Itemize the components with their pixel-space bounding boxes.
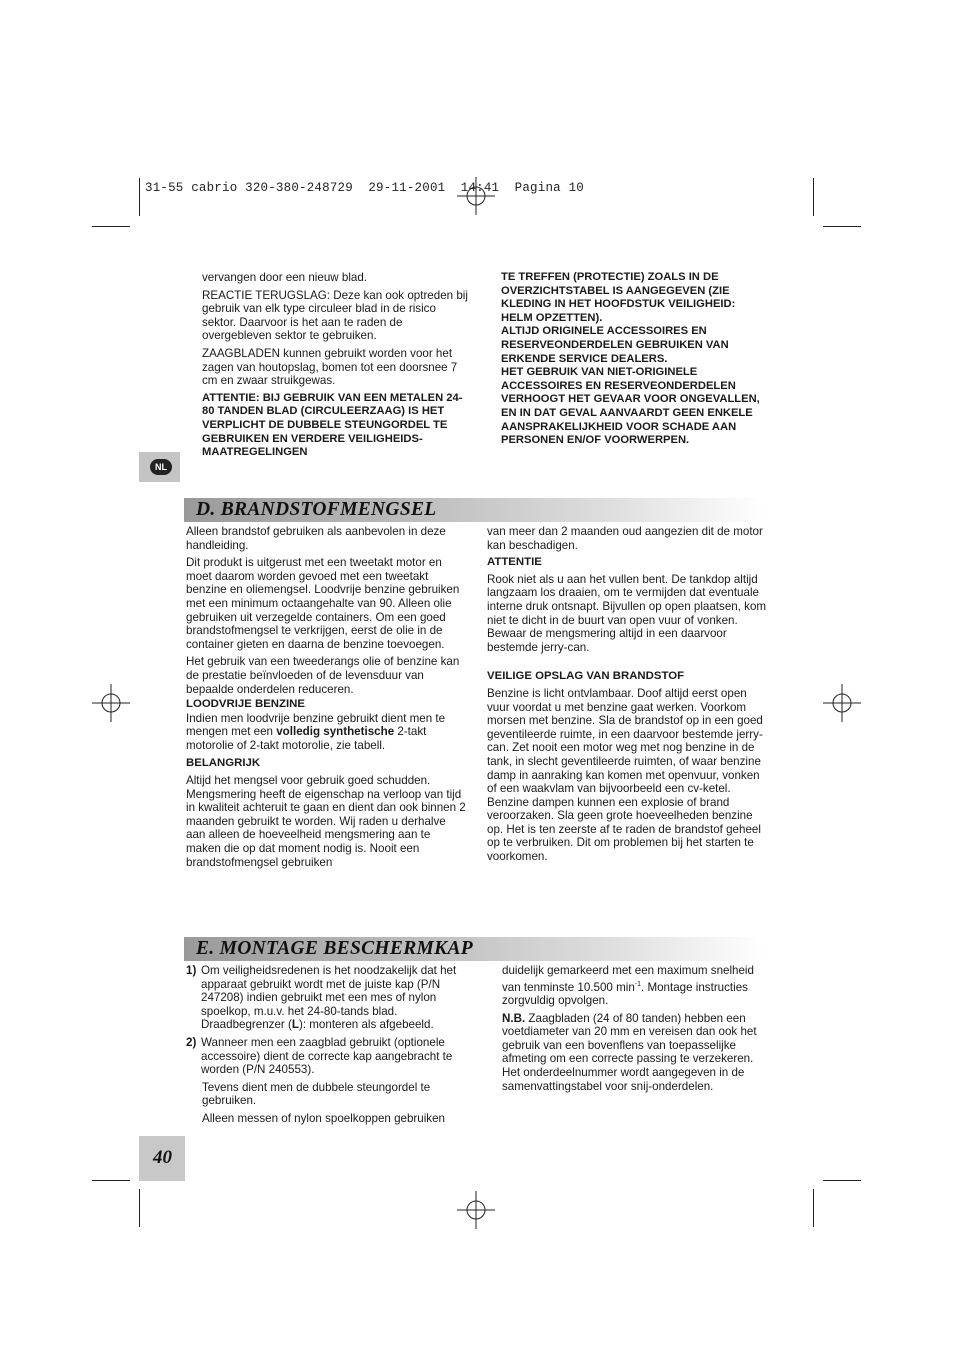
paragraph: van meer dan 2 maanden oud aangezien dit de motor kan beschadigen. — [487, 525, 763, 552]
crop-mark — [813, 1189, 814, 1227]
paragraph: Indien men loodvrije benzine gebruikt dient men te mengen met een volledig synthetische 2-takt motorolie of 2-takt motorolie, zie tabell. — [186, 711, 446, 752]
paragraph: REACTIE TERUGSLAG: Deze kan ook optreden bij gebruik van elk type circuleer blad in de risico sektor. Daarvoor is het aan te raden de overgebleven sektor te gebruiken. — [202, 288, 468, 343]
section-e-left-column — [186, 964, 466, 1130]
paragraph: Alleen messen of nylon spoelkoppen gebruiken — [202, 1111, 445, 1125]
subheading: ATTENTIE — [487, 556, 542, 569]
paragraph: ZAAGBLADEN kunnen gebruikt worden voor het zagen van houtopslag, bomen tot een doorsnee 7 cm en zwaar struikgewas. — [202, 346, 458, 388]
top-right-column — [501, 271, 763, 448]
registration-mark-icon — [92, 684, 130, 722]
crop-mark — [92, 1180, 130, 1181]
paragraph: duidelijk gemarkeerd met een maximum snelheid van tenminste 10.500 $\min^{-1}$. Montage instructies zorgvuldig opvolgen. — [502, 964, 754, 1008]
crop-mark — [92, 226, 130, 227]
crop-mark — [813, 178, 814, 216]
paragraph: Tevens dient men de dubbele steungordel te gebruiken. — [202, 1080, 431, 1108]
warning-text: ATTENTIE: BIJ GEBRUIK VAN EEN METALEN 24-80 TANDEN BLAD (CIRCULEERZAAG) IS HET VERPLICHT DE DUBBELE STEUNGORDEL TE GEBRUIKEN EN VERDERE VEILIGHEIDS-MAATREGELINGEN — [202, 391, 463, 459]
paragraph: Rook niet als u aan het vullen bent. De tankdop altijd langzaam los draaien, om te vermijden dat eventuale interne druk ontsnapt. Bijvullen op open plaatsen, kom niet te dicht in de buurt van open vuur of vonken. Bewaar de mengsmering altijd in een daarvoor bestemde jerry-can. — [487, 572, 767, 654]
subheading: BELANGRIJK — [186, 756, 261, 769]
registration-mark-icon — [457, 1191, 495, 1229]
warning-text: ALTIJD ORIGINELE ACCESSOIRES EN RESERVEONDERDELEN GEBRUIKEN VAN ERKENDE SERVICE DEALERS. — [501, 325, 729, 365]
paragraph: Altijd het mengsel voor gebruik goed schudden. Mengsmering heeft de eigenschap na verloop van tijd in kwaliteit achteruit te gaan en dient dan ook binnen 2 maanden gebruikt te worden. Wij raden u derhalve aan alleen de hoeveelheid mengsmering aan te maken die op dat moment nodig is. Nooit een brandstofmengsel gebruiken — [186, 774, 466, 869]
section-d-left-column — [186, 525, 468, 873]
registration-mark-icon — [823, 684, 861, 722]
paragraph: N.B. Zaagbladen (24 of 80 tanden) hebben een voetdiameter van 20 mm en vereisen dan ook het gebruik van een bovenflens van toepasselijke afmeting om een correcte passing te verzekeren. Het onderdeelnummer wordt aangegeven in de samenvattingstabel voor snij-onderdelen. — [502, 1011, 757, 1093]
page-number: 40 — [153, 1147, 172, 1168]
section-title: E. MONTAGE BESCHERMKAP — [196, 938, 473, 959]
page-number-box — [139, 1136, 185, 1181]
paragraph: vervangen door een nieuw blad. — [202, 271, 368, 284]
paragraph: Het gebruik van een tweederangs olie of benzine kan de prestatie beïnvloeden of de levensduur van bepaalde onderdelen reduceren. — [186, 655, 460, 696]
paragraph: Alleen brandstof gebruiken als aanbevolen in deze handleiding. — [186, 525, 446, 552]
top-left-column — [202, 271, 468, 464]
section-e-right-column — [502, 964, 766, 1097]
section-heading-bar — [184, 937, 764, 961]
crop-mark — [823, 226, 861, 227]
subheading: LOODVRIJE BENZINE — [186, 698, 305, 711]
language-tab — [139, 452, 180, 482]
warning-text: HET GEBRUIK VAN NIET-ORIGINELE ACCESSOIRES EN RESERVEONDERDELEN VERHOOGT HET GEVAAR VOOR ONGEVALLEN, EN IN DAT GEVAL AANVAARDT GEEN ENKELE AANSPRAKELIJKHEID VOOR SCHADE AAN PERSONEN EN/OF VOORWERPEN. — [501, 366, 760, 447]
subheading: VEILIGE OPSLAG VAN BRANDSTOF — [487, 670, 685, 683]
section-heading-bar — [184, 498, 764, 522]
crop-mark — [823, 1180, 861, 1181]
print-header: 31-55 cabrio 320-380-248729 29-11-2001 14:41 Pagina 10 — [145, 181, 584, 195]
section-title: D. BRANDSTOFMENGSEL — [196, 499, 437, 520]
paragraph: Benzine is licht ontvlambaar. Doof altijd eerst open vuur voordat u met benzine gaat werken. Voorkom morsen met benzine. Sla de brandstof op in een goed geventileerde ruimte, in een daarvoor bestemde jerry-can. Zet nooit een motor weg met nog benzine in de tank, in slecht geventileerde ruimten, of waar benzine damp in aanraking kan komen met openvuur, vonken of een waakvlam van bijvoorbeeld een cv-ketel. Benzine dampen kunnen een explosie of brand veroorzaken. Sla geen grote hoeveelheden benzine op. Het is ten zeerste af te raden de brandstof geheel op te verbruiken. Dit om problemen bij het starten te voorkomen. — [487, 686, 763, 864]
numbered-item: 1) Om veiligheidsredenen is het noodzakelijk dat het apparaat gebruikt wordt met de juiste kap (P/N 247208) indien gebruikt met een mes of nylon spoelkop, m.u.v. het 24-80-tands blad. Draadbegrenzer (L): monteren als afgebeeld. — [186, 964, 457, 1032]
crop-mark — [139, 178, 140, 216]
numbered-item: 2) Wanneer men een zaagblad gebruikt (optionele accessoire) dient de correcte kap aangebracht te worden (P/N 240553). — [186, 1035, 453, 1077]
language-badge: NL — [150, 459, 172, 475]
section-d-right-column — [487, 525, 767, 868]
warning-text: TE TREFFEN (PROTECTIE) ZOALS IN DE OVERZICHTSTABEL IS AANGEGEVEN (ZIE KLEDING IN HET HOOFDSTUK VEILIGHEID: HELM OPZETTEN). — [501, 271, 736, 324]
crop-mark — [139, 1189, 140, 1227]
paragraph: Dit produkt is uitgerust met een tweetakt motor en moet daarom worden gevoed met een tweetakt benzine en oliemengsel. Loodvrije benzine gebruiken met een minimum octaangehalte van 90. Alleen olie gebruiken uit verzegelde containers. Om een goed brandstofmengsel te verkrijgen, eerst de olie in de container gieten en daarna de benzine toevoegen. — [186, 556, 460, 651]
